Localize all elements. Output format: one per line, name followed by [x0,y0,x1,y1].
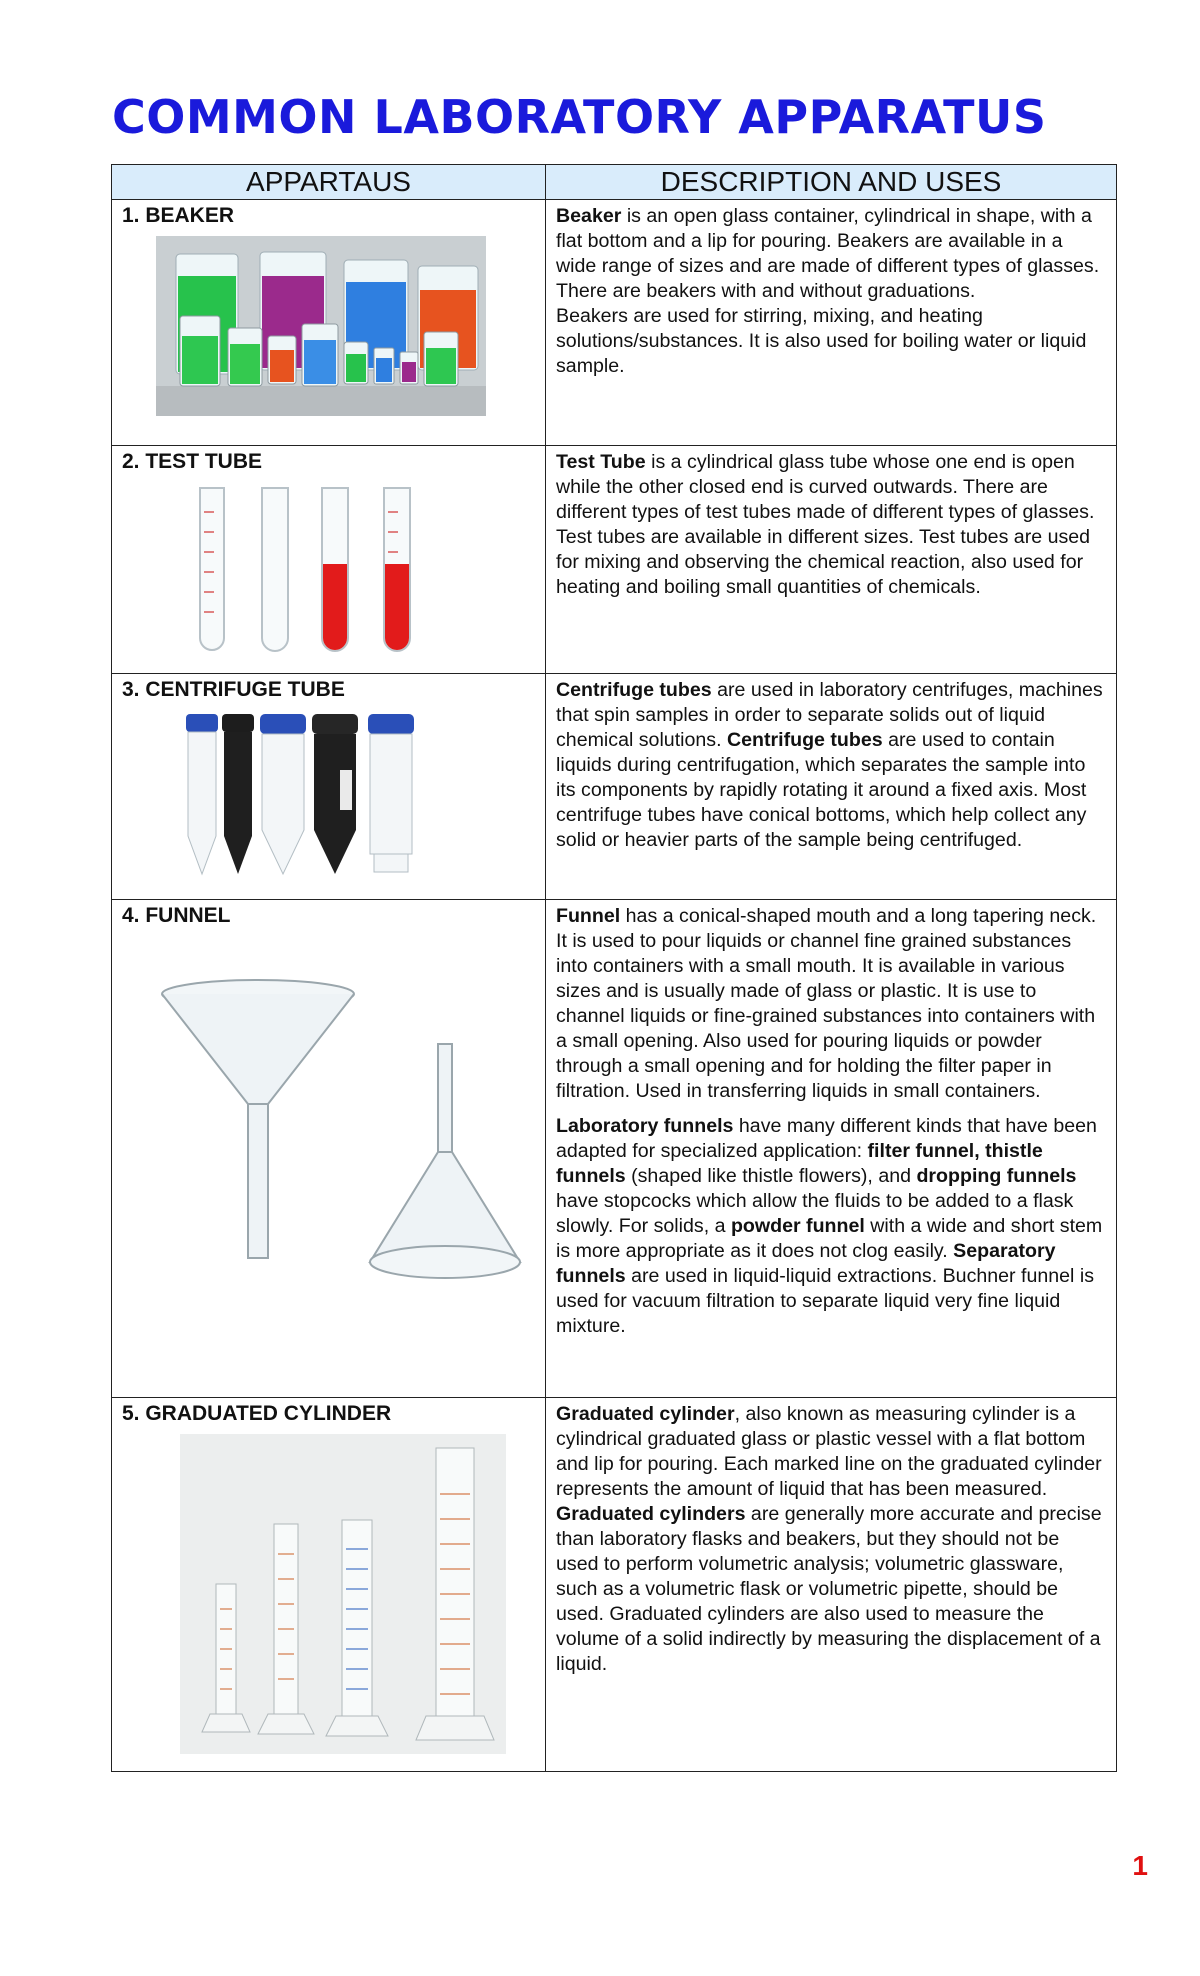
apparatus-cell [112,674,546,900]
bold-term: Centrifuge tubes [556,679,712,701]
apparatus-name: 2. TEST TUBE [122,450,263,473]
description-text: have many different kinds that have been adapted for specialized application: [556,1115,1097,1162]
column-header-description: DESCRIPTION AND USES [546,165,1117,200]
description-text: Beakers are used for stirring, mixing, and heating solutions/substances. It is also used for boiling water or liquid sample. [556,305,1087,377]
table-row [112,200,1117,446]
table-row [112,900,1117,1398]
bold-term: filter funnel, thistle funnels [556,1140,1043,1187]
description-text: has a conical-shaped mouth and a long tapering neck. It is used to pour liquids or channel fine grained substances into containers with a small mouth. It is available in various sizes and is usually made of glass or plastic. It is use to channel liquids or fine-grained substances into containers with a small opening. Also used for pouring liquids or powder through a small opening and for holding the filter paper in filtration. Used in transferring liquids in small containers. [556,905,1097,1102]
description-paragraph [556,1502,1106,1677]
table-header-row [112,165,1117,200]
apparatus-name: 5. GRADUATED CYLINDER [122,1402,392,1425]
description-paragraph [556,1114,1106,1339]
apparatus-cell [112,1398,546,1772]
description-text: is an open glass container, cylindrical in shape, with a flat bottom and a lip for pouring. Beakers are available in a wide range of sizes and are made of different types of glasses. There are beakers with and without graduations. [556,205,1100,302]
description-text: (shaped like thistle flowers), and [625,1165,917,1187]
description-text: is a cylindrical glass tube whose one end is open while the other closed end is curved outwards. There are different types of test tubes made of different types of glasses. Test tubes are available in different sizes. Test tubes are used for mixing and observing the chemical reaction, also used for heating and boiling small quantities of chemicals. [556,451,1095,598]
bold-term: Separatory funnels [556,1240,1056,1287]
graduated-cylinder-image [180,1434,506,1754]
bold-term: powder funnel [730,1215,865,1237]
bold-term: Test Tube [556,451,646,473]
description-cell [546,200,1117,446]
description-paragraph [556,304,1106,379]
apparatus-cell [112,900,546,1398]
description-text: with a wide and short stem is more appropriate as it does not clog easily. [556,1215,1103,1262]
description-text: are used in laboratory centrifuges, machines that spin samples in order to separate solids out of liquid chemical solutions. [556,679,1103,751]
description-paragraph [556,678,1106,853]
centrifuge-tube-image [178,710,438,878]
table-row [112,1398,1117,1772]
bold-term: Beaker [556,205,627,227]
apparatus-name: 4. FUNNEL [122,904,231,927]
table-row [112,446,1117,674]
apparatus-table [111,164,1117,1772]
description-cell [546,446,1117,674]
bold-term: Funnel [556,905,621,927]
funnel-image [156,972,526,1312]
apparatus-cell [112,446,546,674]
description-text: are generally more accurate and precise than laboratory flasks and beakers, but they should not be used to perform volumetric analysis; volumetric glassware, such as a volumetric flask or volumetric pipette, should be used. Graduated cylinders are also used to measure the volume of a solid indirectly by measuring the displacement of a liquid. [556,1503,1102,1675]
description-cell [546,1398,1117,1772]
page-title: COMMON LABORATORY APPARATUS [112,90,1047,144]
description-paragraph [556,204,1106,304]
description-cell [546,674,1117,900]
apparatus-name: 1. BEAKER [122,204,235,227]
bold-term: dropping funnels [916,1165,1077,1187]
description-cell [546,900,1117,1398]
bold-term: Laboratory funnels [556,1115,734,1137]
apparatus-cell [112,200,546,446]
description-paragraph [556,904,1106,1104]
description-text: are used in liquid-liquid extractions. Buchner funnel is used for vacuum filtration to separate liquid very fine liquid mixture. [556,1265,1095,1337]
apparatus-name: 3. CENTRIFUGE TUBE [122,678,345,701]
column-header-apparatus: APPARTAUS [112,165,546,200]
beaker-image [156,236,486,416]
bold-term: Centrifuge tubes [726,729,883,751]
test-tube-image [162,482,422,654]
bold-term: Graduated cylinder [556,1403,735,1425]
description-paragraph [556,1402,1106,1502]
description-paragraph [556,450,1106,600]
table-row [112,674,1117,900]
description-text: are used to contain liquids during centrifugation, which separates the sample into its components by rapidly rotating it around a fixed axis. Most centrifuge tubes have conical bottoms, which help collect any solid or heavier parts of the sample being centrifuged. [556,729,1087,851]
bold-term: Graduated cylinders [556,1503,746,1525]
description-text: , also known as measuring cylinder is a cylindrical graduated glass or plastic vessel with a flat bottom and lip for pouring. Each marked line on the graduated cylinder represents the amount of liquid that has been measured. [556,1403,1102,1500]
description-text: have stopcocks which allow the fluids to be added to a flask slowly. For solids, a [556,1190,1074,1237]
page-number: 1 [1132,1850,1148,1881]
